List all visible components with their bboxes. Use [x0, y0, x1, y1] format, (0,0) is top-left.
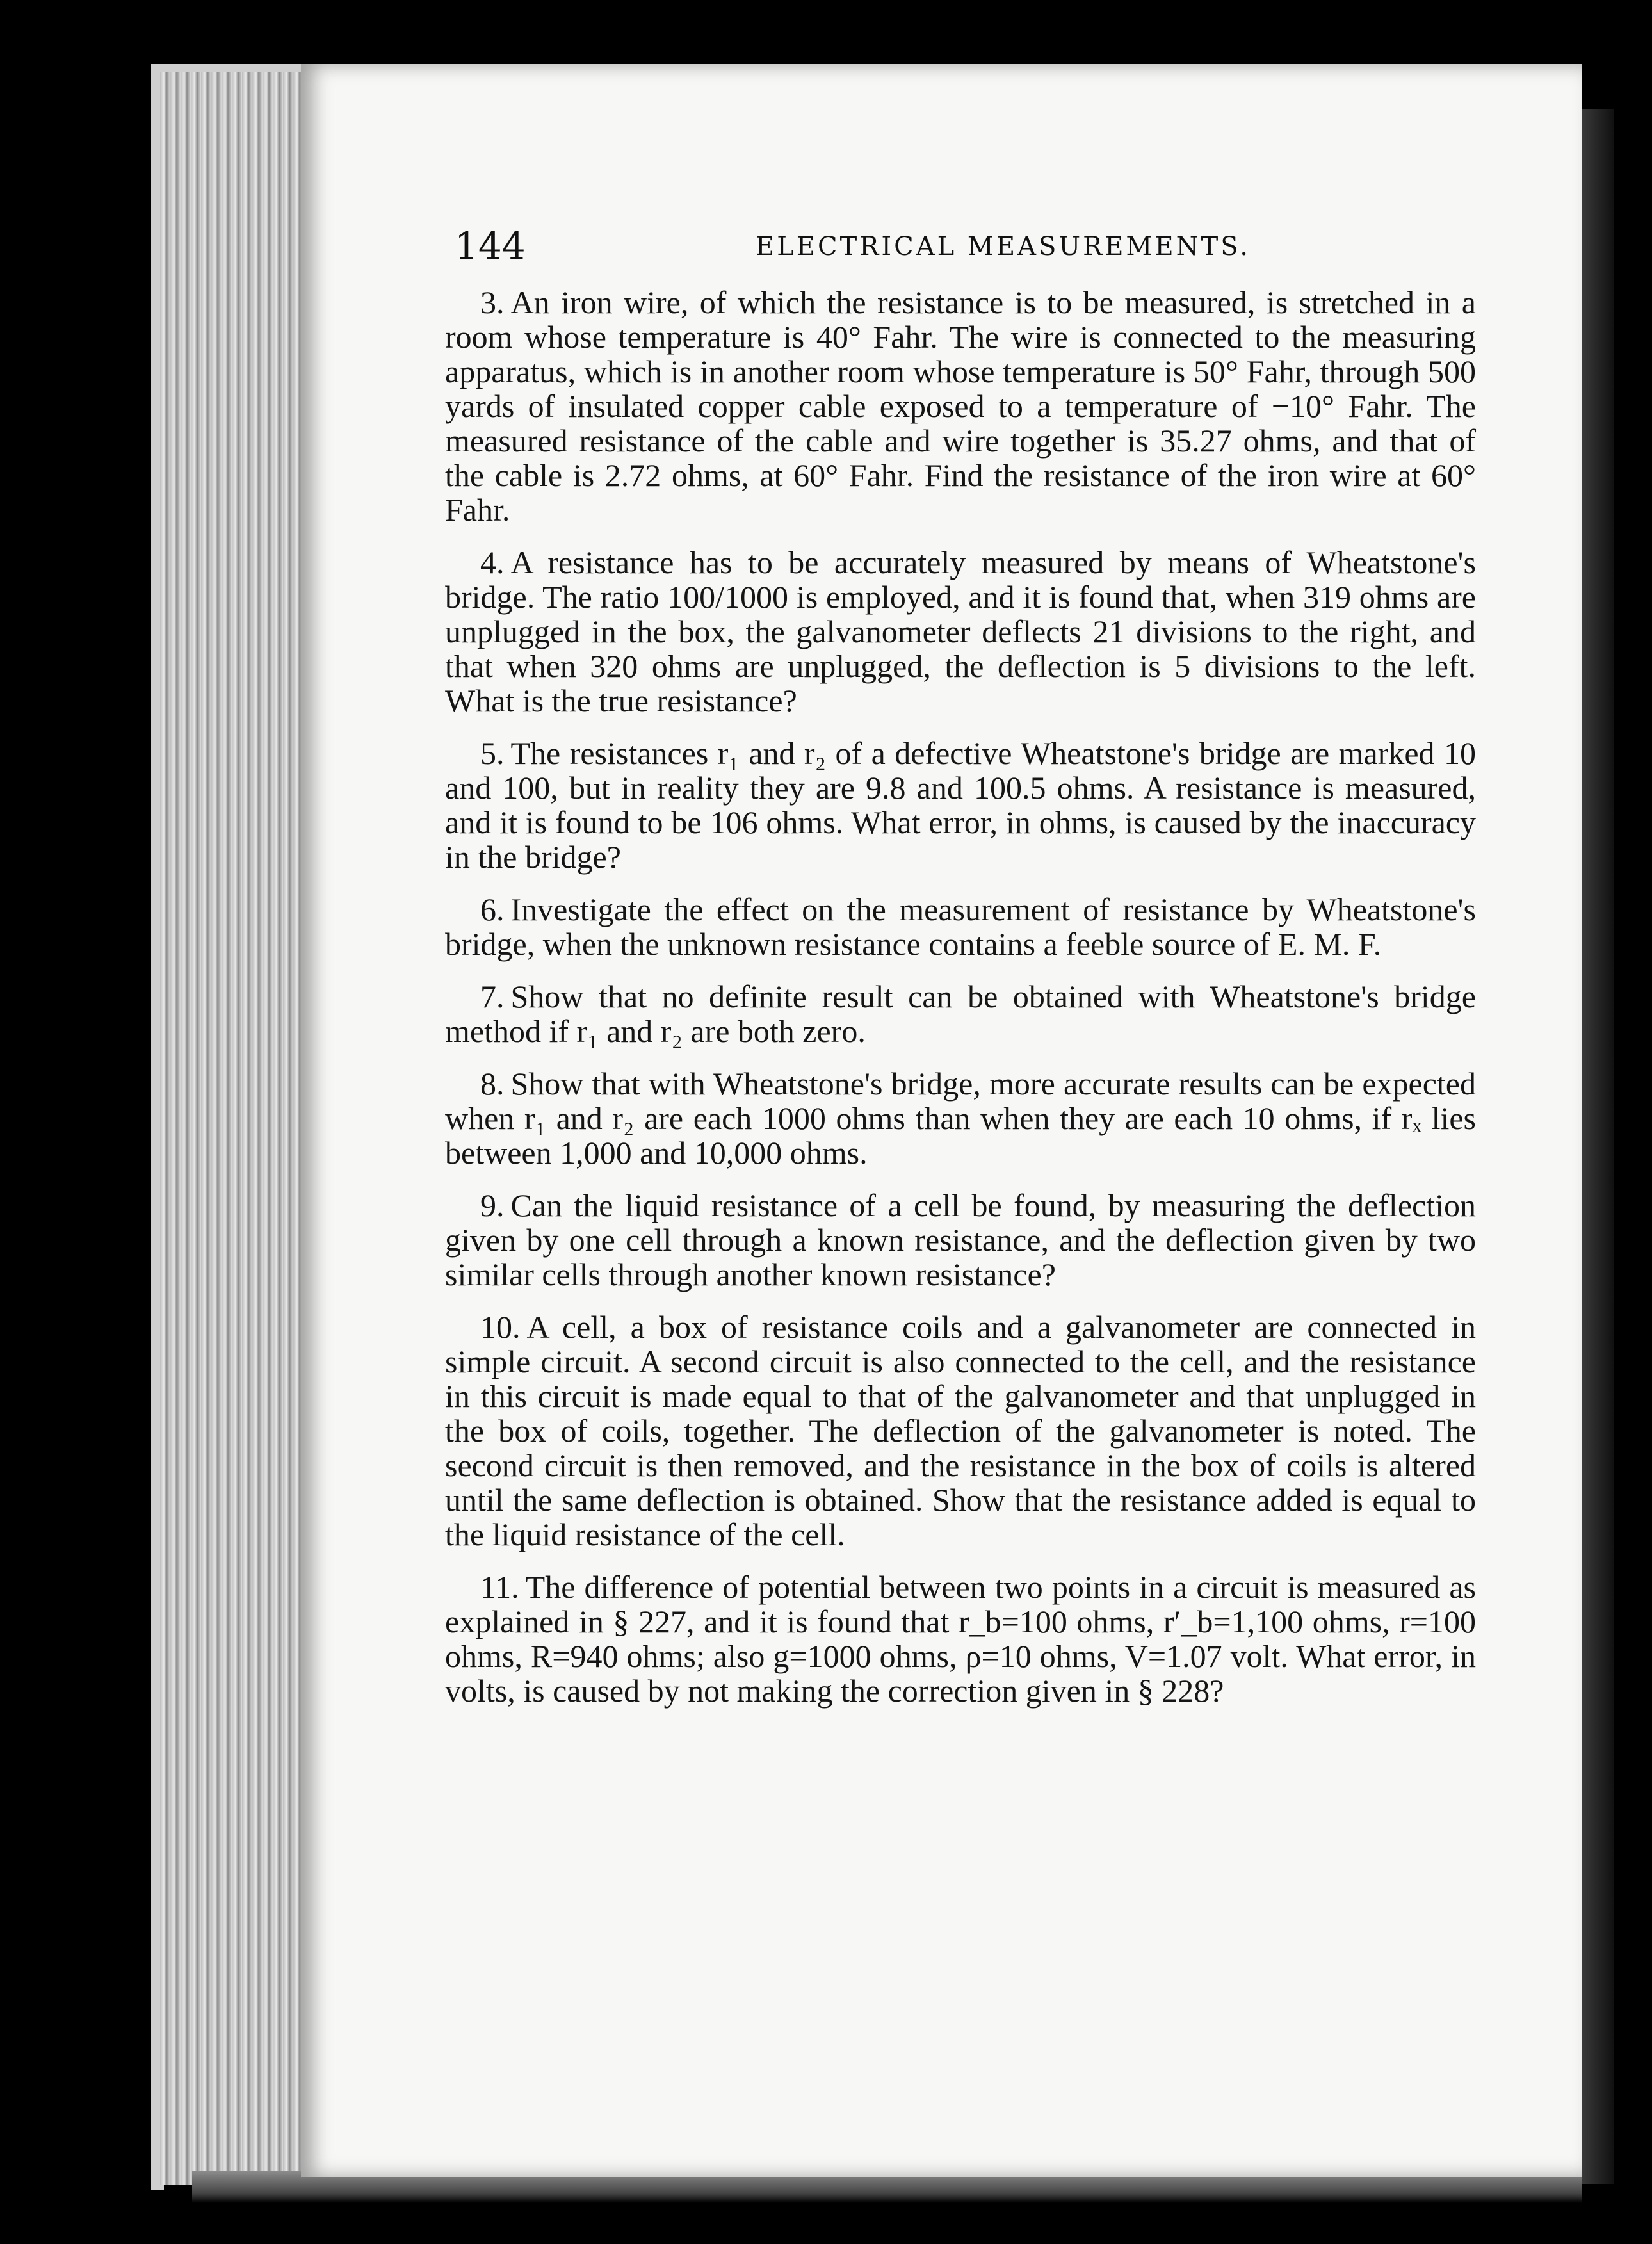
- problems-list: [445, 285, 1476, 1726]
- problem-number: 3.: [480, 284, 505, 320]
- problem-6: [445, 892, 1476, 961]
- problem-text: A cell, a box of resistance coils and a galvanometer are connected in simple circuit. A second circuit is also connected to the cell, and the resistance in this circuit is made equal to that of the galvanometer and that unplugged in the box of coils, together. The deflection of the galvanometer is noted. The second circuit is then removed, and the resistance in the box of coils is altered until the same deflection is obtained. Show that the resistance added is equal to the liquid resistance of the cell.: [445, 1309, 1476, 1552]
- problem-7: [445, 979, 1476, 1048]
- problem-number: 8.: [480, 1066, 505, 1102]
- problem-text: Investigate the effect on the measurement of resistance by Wheatstone's bridge, when the unknown resistance contains a feeble source of E. M. F.: [445, 891, 1476, 962]
- problem-3: [445, 285, 1476, 527]
- problem-number: 7.: [480, 979, 505, 1014]
- problem-number: 11.: [480, 1569, 519, 1605]
- problem-5: [445, 736, 1476, 874]
- problem-text: An iron wire, of which the resistance is to be measured, is stretched in a room whose temperature is 40° Fahr. The wire is connected to the measuring apparatus, which is in another room whose temperature is 50° Fahr, through 500 yards of insulated copper cable exposed to a temperature of −10° Fahr. The measured resistance of the cable and wire together is 35.27 ohms, and that of the cable is 2.72 ohms, at 60° Fahr. Find the resistance of the iron wire at 60° Fahr.: [445, 284, 1476, 528]
- problem-4: [445, 545, 1476, 718]
- page: [301, 64, 1582, 2177]
- problem-number: 6.: [480, 891, 505, 927]
- page-number: 144: [455, 224, 526, 268]
- book-right-edge: [1582, 109, 1614, 2184]
- problem-text: A resistance has to be accurately measured by means of Wheatstone's bridge. The ratio 100/1000 is employed, and it is found that, when 319 ohms are unplugged in the box, the galvanometer deflects 21 divisions to the right, and that when 320 ohms are unplugged, the deflection is 5 divisions to the left. What is the true resistance?: [445, 544, 1476, 719]
- running-head: [455, 224, 1530, 275]
- problem-number: 10.: [480, 1309, 521, 1345]
- problem-10: [445, 1310, 1476, 1552]
- problem-number: 4.: [480, 544, 505, 580]
- running-head-title: ELECTRICAL MEASUREMENTS.: [756, 232, 1251, 261]
- problem-8: [445, 1066, 1476, 1170]
- problem-text: Show that with Wheatstone's bridge, more accurate results can be expected when r₁ and r₂ are each 1000 ohms than when they are each 10 ohms, if rₓ lies between 1,000 and 10,000 ohms.: [445, 1066, 1476, 1171]
- problem-number: 5.: [480, 735, 505, 771]
- problem-text: The difference of potential between two points in a circuit is measured as explained in § 227, and it is found that r_b=100 ohms, r′_b=1,100 ohms, r=100 ohms, R=940 ohms; also g=1000 ohms, ρ=10 ohms, V=1.07 volt. What error, in volts, is caused by not making the correction given in § 228?: [445, 1569, 1476, 1709]
- problem-text: Show that no definite result can be obtained with Wheatstone's bridge method if r₁ and r₂ are both zero.: [445, 979, 1476, 1049]
- problem-number: 9.: [480, 1187, 505, 1223]
- problem-text: Can the liquid resistance of a cell be found, by measuring the deflection given by one cell through a known resistance, and the deflection given by two similar cells through another known resistance?: [445, 1187, 1476, 1292]
- book-page-edges: [160, 64, 307, 2185]
- problem-9: [445, 1188, 1476, 1292]
- problem-11: [445, 1570, 1476, 1708]
- problem-text: The resistances r₁ and r₂ of a defective Wheatstone's bridge are marked 10 and 100, but in reality they are 9.8 and 100.5 ohms. A resistance is measured, and it is found to be 106 ohms. What error, in ohms, is caused by the inaccuracy in the bridge?: [445, 735, 1476, 875]
